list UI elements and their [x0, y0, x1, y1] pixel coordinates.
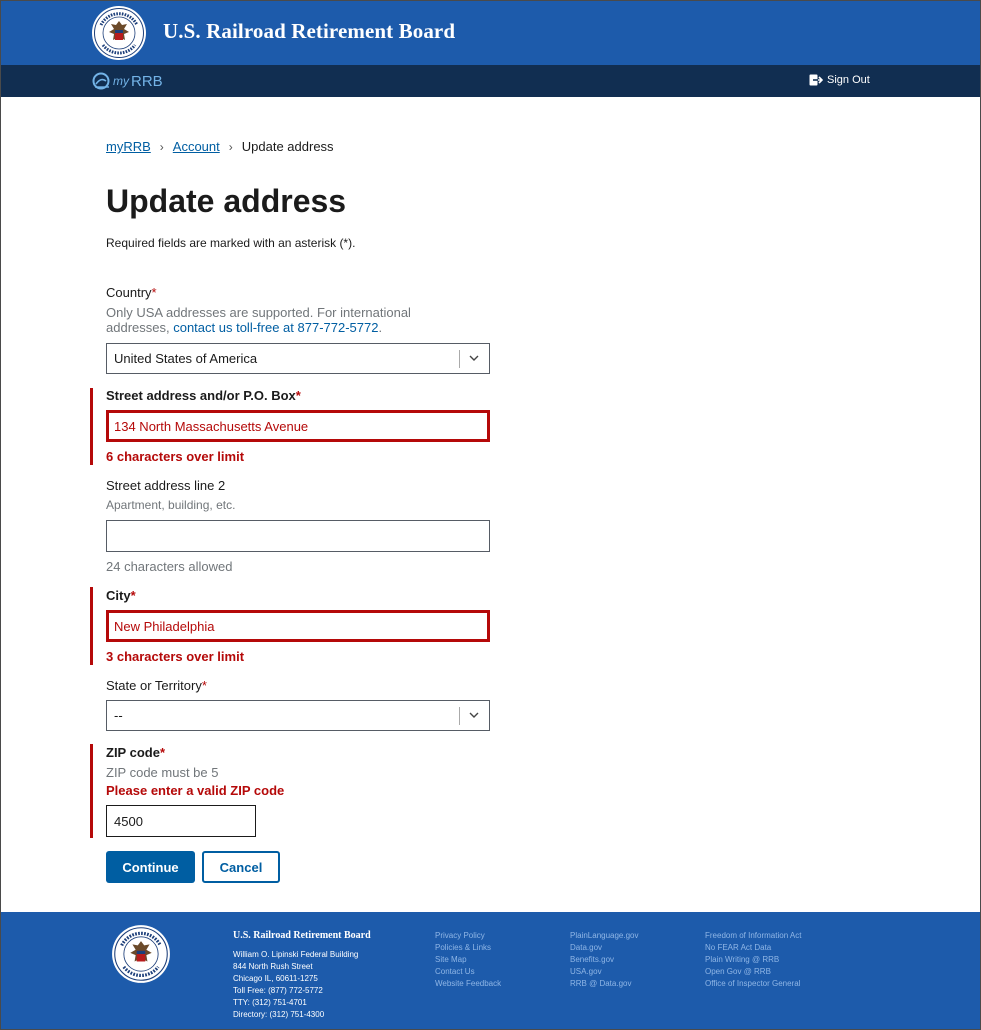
required-asterisk: * [159, 745, 166, 760]
city-error-message: 3 characters over limit [106, 649, 245, 664]
country-hint-suffix: . [378, 320, 383, 335]
contact-us-link[interactable]: contact us toll-free at 877-772-5772 [173, 320, 379, 335]
rrb-seal-icon[interactable] [111, 924, 171, 984]
footer-address-line: William O. Lipinski Federal Building [233, 950, 359, 959]
footer-link-no-fear-act[interactable]: No FEAR Act Data [705, 943, 772, 952]
error-indicator-bar [90, 587, 93, 665]
street2-hint: Apartment, building, etc. [106, 498, 236, 512]
continue-button[interactable]: Continue [106, 851, 195, 883]
country-hint [106, 305, 411, 335]
state-select[interactable] [106, 700, 490, 731]
footer-link-usa-gov[interactable]: USA.gov [570, 967, 602, 976]
state-select-value: -- [114, 708, 123, 723]
country-hint-line2 [106, 320, 411, 335]
street1-label [106, 388, 301, 403]
sign-out-label: Sign Out [827, 74, 870, 86]
error-indicator-bar [90, 388, 93, 465]
country-hint-prefix: addresses, [106, 320, 170, 335]
street2-character-counter: 24 characters allowed [106, 559, 233, 574]
footer-link-website-feedback[interactable]: Website Feedback [435, 979, 502, 988]
footer-links-col1 [435, 930, 501, 990]
required-asterisk: * [130, 588, 136, 603]
myrrb-logo[interactable] [91, 70, 163, 92]
country-select[interactable] [106, 343, 490, 374]
zip-error-message: Please enter a valid ZIP code [106, 783, 285, 798]
country-label [106, 285, 157, 300]
footer-link-inspector-general[interactable]: Office of Inspector General [705, 979, 801, 988]
footer-link-plain-writing[interactable]: Plain Writing @ RRB [705, 955, 780, 964]
footer-address-line: Toll Free: (877) 772-5772 [233, 986, 323, 995]
zip-input[interactable] [106, 805, 256, 837]
street2-label: Street address line 2 [106, 478, 226, 493]
breadcrumb [106, 139, 334, 154]
required-asterisk: * [201, 678, 207, 693]
zip-label-text: ZIP code [106, 745, 160, 760]
city-input[interactable] [106, 610, 490, 642]
country-select-value: United States of America [114, 351, 258, 366]
site-footer [1, 912, 980, 1029]
street1-label-text: Street address and/or P.O. Box [106, 388, 296, 403]
state-label-text: State or Territory [106, 678, 202, 693]
myrrb-logo-prefix: my [113, 74, 129, 88]
account-nav-bar [1, 65, 980, 97]
chevron-right-icon: › [159, 139, 164, 154]
sign-out-icon [809, 74, 823, 86]
chevron-down-icon [467, 351, 481, 365]
city-label [106, 588, 136, 603]
select-divider [459, 350, 460, 368]
street1-input[interactable] [106, 410, 490, 442]
footer-link-data-gov[interactable]: Data.gov [570, 943, 603, 952]
zip-hint: ZIP code must be 5 [106, 765, 219, 780]
street1-input-value: 134 North Massachusetts Avenue [114, 418, 309, 434]
required-asterisk: * [295, 388, 301, 403]
street2-input[interactable] [106, 520, 490, 552]
footer-link-contact-us[interactable]: Contact Us [435, 967, 475, 976]
zip-label [106, 745, 165, 760]
sign-out-link[interactable] [809, 74, 870, 86]
footer-link-foia[interactable]: Freedom of Information Act [705, 931, 802, 940]
city-input-value: New Philadelphia [114, 618, 215, 634]
footer-address-line: Chicago IL, 60611-1275 [233, 974, 318, 983]
footer-agency-name: U.S. Railroad Retirement Board [233, 930, 371, 941]
footer-address-line: Directory: (312) 751-4300 [233, 1010, 325, 1019]
required-fields-note: Required fields are marked with an asterisk (*). [106, 236, 356, 250]
country-label-text: Country [106, 285, 152, 300]
footer-links-col2 [570, 930, 639, 990]
footer-link-privacy-policy[interactable]: Privacy Policy [435, 931, 485, 940]
site-header [1, 1, 980, 65]
chevron-down-icon [467, 708, 481, 722]
breadcrumb-current: Update address [241, 139, 334, 154]
select-divider [459, 707, 460, 725]
footer-address-line: TTY: (312) 751-4701 [233, 998, 307, 1007]
breadcrumb-myrrb[interactable]: myRRB [106, 139, 151, 154]
street1-error-message: 6 characters over limit [106, 449, 245, 464]
country-hint-line1: Only USA addresses are supported. For international [106, 305, 411, 320]
state-label [106, 678, 207, 693]
agency-name[interactable]: U.S. Railroad Retirement Board [163, 19, 456, 43]
required-asterisk: * [151, 285, 157, 300]
footer-address-line: 844 North Rush Street [233, 962, 313, 971]
rrb-seal-icon[interactable] [91, 5, 147, 61]
footer-link-policies[interactable]: Policies & Links [435, 943, 492, 952]
error-indicator-bar [90, 744, 93, 838]
footer-link-open-gov[interactable]: Open Gov @ RRB [705, 967, 771, 976]
footer-address [233, 949, 358, 1021]
cancel-button[interactable]: Cancel [202, 851, 280, 883]
footer-link-plainlanguage[interactable]: PlainLanguage.gov [570, 931, 639, 940]
zip-input-value: 4500 [114, 813, 143, 829]
myrrb-logo-icon [91, 71, 113, 91]
footer-link-site-map[interactable]: Site Map [435, 955, 467, 964]
footer-link-benefits-gov[interactable]: Benefits.gov [570, 955, 615, 964]
chevron-right-icon: › [228, 139, 233, 154]
breadcrumb-account[interactable]: Account [172, 139, 220, 154]
myrrb-logo-text: RRB [131, 72, 163, 90]
footer-links-col3 [705, 930, 802, 990]
footer-link-rrb-data-gov[interactable]: RRB @ Data.gov [570, 979, 632, 988]
city-label-text: City [106, 588, 131, 603]
page-title: Update address [106, 183, 347, 219]
